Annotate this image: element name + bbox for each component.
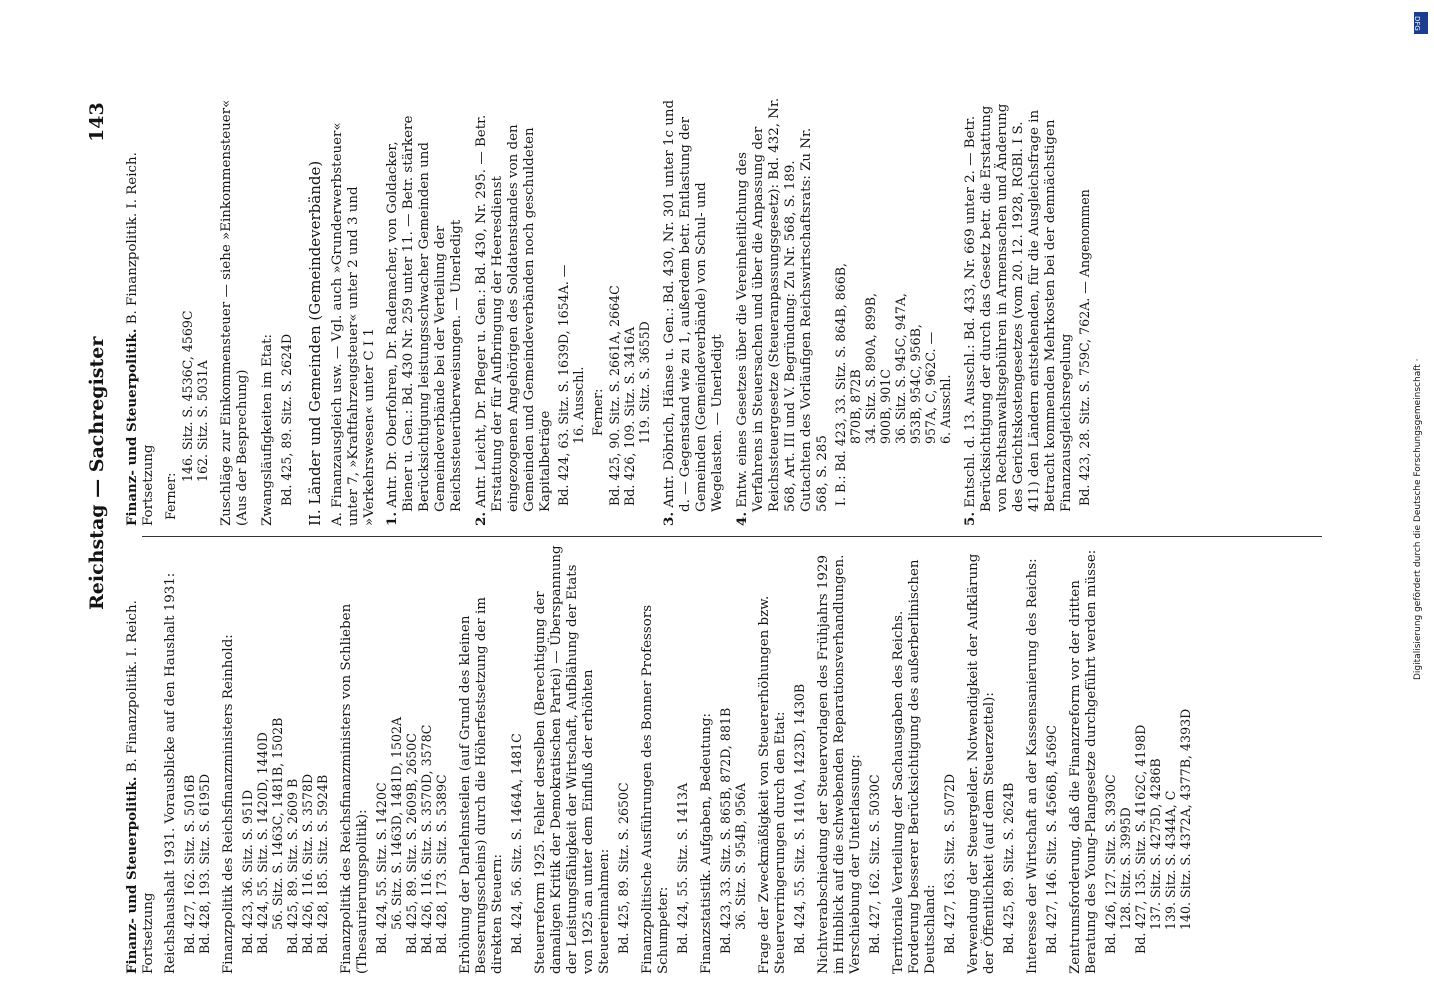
topic-finanzpolitik-reinhold: Finanzpolitik des Reichsfinanzministers Reinhold: <box>221 634 236 974</box>
reference: Bd. 424, 55. Sitz. S. 1413A <box>675 782 690 954</box>
entry-text: Entschl. d. 13. Ausschl.: Bd. 433, Nr. 669 unter 2. — Betr. Berücksichtigung der durch das Gesetz betr. die Erstattung von Rechtsanwaltsgebühren in Armensachen und Änderung des Gerichtskostengesetzes (vom 20. 12. 1928, RGBl. I S. 411) den Ländern entstehenden, für die Ausgleichsfrage in Betracht kommenden Mehrkosten bei der demnächstigen Finanzausgleichsregelung <box>963 103 1074 512</box>
reference: 137. Sitz. S. 4275D, 4286B <box>1148 758 1163 930</box>
reference: Bd. 427, 162. Sitz. S. 5030C <box>867 774 882 954</box>
refs-ferner <box>180 96 210 526</box>
refs-entry-2 <box>556 96 586 526</box>
refs-finanzstatistik <box>718 544 748 974</box>
reference: Bd. 426, 116. Sitz. S. 3578D <box>300 773 315 954</box>
topic-zwangslaeufigkeiten: Zwangsläufigkeiten im Etat: <box>260 334 275 526</box>
reference: 957A, C, 962C. — <box>923 331 938 444</box>
reference: 900B, 901C <box>878 369 893 444</box>
topic-schumpeter: Finanzpolitische Ausführungen des Bonner Professors Schumpeter: <box>640 604 671 974</box>
reference: Bd. 425, 90. Sitz. S. 2661A, 2664C <box>607 285 622 506</box>
reference: Bd. 425, 89. Sitz. S. 2609B, 2650C <box>404 733 419 954</box>
left-column-heading <box>124 544 157 974</box>
reference: Bd. 424, 55. Sitz. S. 1420D, 1440D <box>255 732 270 954</box>
topic-steuergelder: Verwendung der Steuergelder. Notwendigkeit der Aufklärung der Öffentlichkeit (auf dem Steuerzettel): <box>966 553 997 974</box>
topic-zuschlaege: Zuschläge zur Einkommensteuer — siehe »Einkommensteuer« (Aus der Besprechung) <box>219 99 250 526</box>
reference: Bd. 424, 63. Sitz. S. 1639D, 1654A. — <box>556 264 571 506</box>
column-divider <box>142 536 1322 537</box>
entry-3 <box>661 96 726 526</box>
heading-rest: B. Finanzpolitik. I. Reich. Fortsetzung <box>125 600 156 974</box>
refs-entry-4 <box>833 96 953 526</box>
reference: 140. Sitz. S. 4372A, 4377B, 4393D <box>1178 708 1193 930</box>
entry-text: Entw. eines Gesetzes über die Vereinheitlichung des Verfahrens in Steuersachen und über die Anpassung der Reichssteuergesetze (Steueranpassungsgesetz): Bd. 432, Nr. 568, Art. III und V. Begründung: Zu Nr. 568, S. 189. Gutachten des Vorläufigen Reichswirtschaftsrats: Zu Nr. 568, S. 285 <box>735 97 830 512</box>
reference: 146. Sitz. S. 4536C, 4569C <box>180 310 195 482</box>
topic-finanzpolitik-schlieben: Finanzpolitik des Reichsfinanzministers von Schlieben (Thesaurierungspolitik): <box>339 603 370 974</box>
reference: 119. Sitz. S. 3655D <box>637 321 652 444</box>
reference: Bd. 424, 55. Sitz. S. 1410A, 1423D, 1430B <box>792 683 807 954</box>
reference: Bd. 427, 135. Sitz. S. 4162C, 4198D <box>1133 724 1148 954</box>
reference: Bd. 428, 185. Sitz. S. 5924B <box>315 774 330 954</box>
entry-number: 5. <box>962 512 978 526</box>
reference: Bd. 425, 89. Sitz. S. 2609 B <box>285 778 300 954</box>
reference: 128. Sitz. S. 3995D <box>1118 807 1133 930</box>
refs-finanzpolitik-reinhold <box>240 544 330 974</box>
topic-finanzstatistik: Finanzstatistik. Aufgaben, Bedeutung: <box>699 713 714 974</box>
reference: Bd. 428, 193. Sitz. S. 6195D <box>197 773 212 954</box>
entry-number: 1. <box>384 512 400 526</box>
reference: 56. Sitz. S. 1463D, 1481D, 1502A <box>389 716 404 930</box>
reference: Bd. 428, 173. Sitz. S. 5389C <box>434 774 449 954</box>
reference: 36. Sitz. S. 945C, 947A, <box>893 293 908 444</box>
entry-text: Antr. Döbrich, Hänse u. Gen.: Bd. 430, Nr. 301 unter 1c und d. — Gegenstand wie zu 1, außerdem betr. Entlastung der Gemeinden (Gemeindeverbände) von Schul- und Wegelasten. — Unerledigt <box>662 99 725 512</box>
reference: Bd. 425, 89. Sitz. S. 2650C <box>616 782 631 954</box>
page-number: 143 <box>86 102 108 142</box>
ferner-label: Ferner: <box>163 472 178 520</box>
refs-steuervorlagen-1929 <box>867 544 882 974</box>
reference: Bd. 427, 162. Sitz. S. 5016B <box>182 774 197 954</box>
refs-steuergelder <box>1001 544 1016 974</box>
reference: 139. Sitz. S. 4344A, C <box>1163 790 1178 930</box>
topic-steuervorlagen-1929: Nichtverabschiedung der Steuervorlagen des Frühjahrs 1929 im Hinblick auf die schwebenden Reparationsverhandlungen. Verschiebung der Unterlassung: <box>816 554 863 974</box>
entry-1 <box>384 96 465 526</box>
heading-bold: Finanz- und Steuerpolitik. <box>124 776 140 974</box>
refs-reichshaushalt-1931 <box>182 544 212 974</box>
right-column-heading <box>124 96 157 526</box>
reference: Bd. 423, 33. Sitz. S. 865B, 872D, 881B <box>718 707 733 954</box>
heading-rest: B. Finanzpolitik. I. Reich. Fortsetzung <box>125 152 156 526</box>
register-page <box>80 97 1400 1000</box>
reference: I. B.: Bd. 423, 33. Sitz. S. 864B, 866B, <box>833 262 848 506</box>
entry-2 <box>473 96 554 526</box>
topic-steuererhoehungen: Frage der Zweckmäßigkeit von Steuererhöhungen bzw. Steuerverringerungen durch den Etat: <box>757 595 788 974</box>
reference: 953B, 954C, 956B, <box>908 324 923 444</box>
refs-steuerreform-1925 <box>616 544 631 974</box>
reference: 36. Sitz. S. 954B, 956A <box>733 782 748 930</box>
entry-text: Antr. Dr. Oberfohren, Dr. Rademacher, von Goldacker, Biener u. Gen.: Bd. 430 Nr. 259 unter 11. — Betr. stärkere Berücksichtigung leistungsschwacher Gemeinden und Gemeindeverbände bei der Verteilung der Reichssteuerüberweisungen. — Unerledigt <box>385 115 464 512</box>
refs-finanzpolitik-schlieben <box>374 544 449 974</box>
reference: Bd. 426, 116. Sitz. S. 3570D, 3578C <box>419 724 434 954</box>
right-column <box>124 96 1334 526</box>
reference: 870B, 872B <box>848 369 863 444</box>
topic-kassensanierung: Interesse der Wirtschaft an der Kassensanierung des Reichs: <box>1025 558 1040 974</box>
entry-number: 2. <box>473 512 489 526</box>
reference: Bd. 427, 146. Sitz. S. 4566B, 4569C <box>1044 725 1059 954</box>
digitization-credit: Digitalisierung gefördert durch die Deutsche Forschungsgemeinschaft · <box>1413 358 1423 680</box>
reference: 162. Sitz. S. 5031A <box>195 360 210 482</box>
topic-territoriale-verteilung: Territoriale Verteilung der Sachausgaben des Reichs. Forderung besserer Berücksichtigung des außerberlinischen Deutschland: <box>891 559 938 974</box>
topic-zentrumsforderung: Zentrumsforderung, daß die Finanzreform vor der dritten Beratung des Young-Plangesetze durchgeführt werden müsse: <box>1068 549 1099 974</box>
entry-number: 3. <box>661 512 677 526</box>
reference: Bd. 424, 56. Sitz. S. 1464A, 1481C <box>509 733 524 954</box>
entry-5 <box>962 96 1075 526</box>
reference: Bd. 423, 36. Sitz. S. 951D <box>240 789 255 954</box>
page-header <box>80 100 120 1000</box>
reference: Bd. 425, 89. Sitz. S. 2624B <box>1001 782 1016 954</box>
refs-territoriale-verteilung <box>942 544 957 974</box>
reference: 16. Ausschl. <box>571 366 586 444</box>
refs-zentrumsforderung <box>1103 544 1193 974</box>
topic-reichshaushalt-1931: Reichshaushalt 1931. Vorausblicke auf den Haushalt 1931: <box>163 572 178 974</box>
running-title: Reichstag — Sachregister <box>86 336 108 610</box>
reference: 56. Sitz. S. 1463C, 1481B, 1502B <box>270 717 285 930</box>
refs-darlehnsteilen <box>509 544 524 974</box>
reference: Bd. 424, 55. Sitz. S. 1420C <box>374 782 389 954</box>
digitization-sidebar <box>1410 0 1434 1000</box>
reference: 6. Ausschl. <box>938 374 953 444</box>
left-column <box>124 544 1334 974</box>
reference: Bd. 423, 28. Sitz. S. 759C, 762A. — Angenommen <box>1077 189 1092 506</box>
reference: Bd. 425, 89. Sitz. S. 2624D <box>279 333 294 506</box>
refs-entry-5 <box>1077 96 1092 526</box>
heading-bold: Finanz- und Steuerpolitik. <box>124 328 140 526</box>
reference: Bd. 426, 109. Sitz. S. 3416A <box>622 326 637 506</box>
section-heading: II. Länder und Gemeinden (Gemeindeverbände) <box>306 160 324 526</box>
dfg-logo: DFG <box>1414 12 1428 34</box>
reference: Bd. 427, 163. Sitz. S. 5072D <box>942 773 957 954</box>
refs-steuererhoehungen <box>792 544 807 974</box>
entry-number: 4. <box>734 512 750 526</box>
reference: Bd. 426, 127. Sitz. S. 3930C <box>1103 774 1118 954</box>
entry-text: Antr. Leicht, Dr. Pfleger u. Gen.: Bd. 430, Nr. 295. — Betr. Erstattung der für Aufbringung der Heeresdienst eingezogenen Angehörigen des Soldatenstandes von den Gemeinden und Gemeindeverbänden noch geschuldeten Kapitalbeträge <box>474 114 553 512</box>
refs-entry-2-ferner <box>607 96 652 526</box>
reference: 34. Sitz. S. 890A, 899B, <box>863 292 878 444</box>
refs-kassensanierung <box>1044 544 1059 974</box>
topic-steuerreform-1925: Steuerreform 1925. Fehler derselben (Berechtigung der damaligen Kritik der Demokratischen Partei) — Überspannung der Leistungsfähigkeit der Wirtschaft, Aufblähung der Etats von 1925 an unter dem Einfluß der erhöhten Steuereinnahmen: <box>533 545 612 974</box>
entry-4 <box>734 96 831 526</box>
ferner-label: Ferner: <box>590 388 605 436</box>
refs-schumpeter <box>675 544 690 974</box>
subsection-heading: A. Finanzausgleich usw. — Vgl. auch »Grunderwerbsteuer« unter 7, »Kraftfahrzeugsteuer« unter 2 und 3 und »Verkehrswesen« unter C I 1 <box>330 122 377 526</box>
topic-darlehnsteilen: Erhöhung der Darlehnsteilen (auf Grund des kleinen Besserungsscheins) durch die Höherfestsetzung der im direkten Steuern: <box>458 597 505 974</box>
refs-zwangslaeufigkeiten <box>279 96 294 526</box>
